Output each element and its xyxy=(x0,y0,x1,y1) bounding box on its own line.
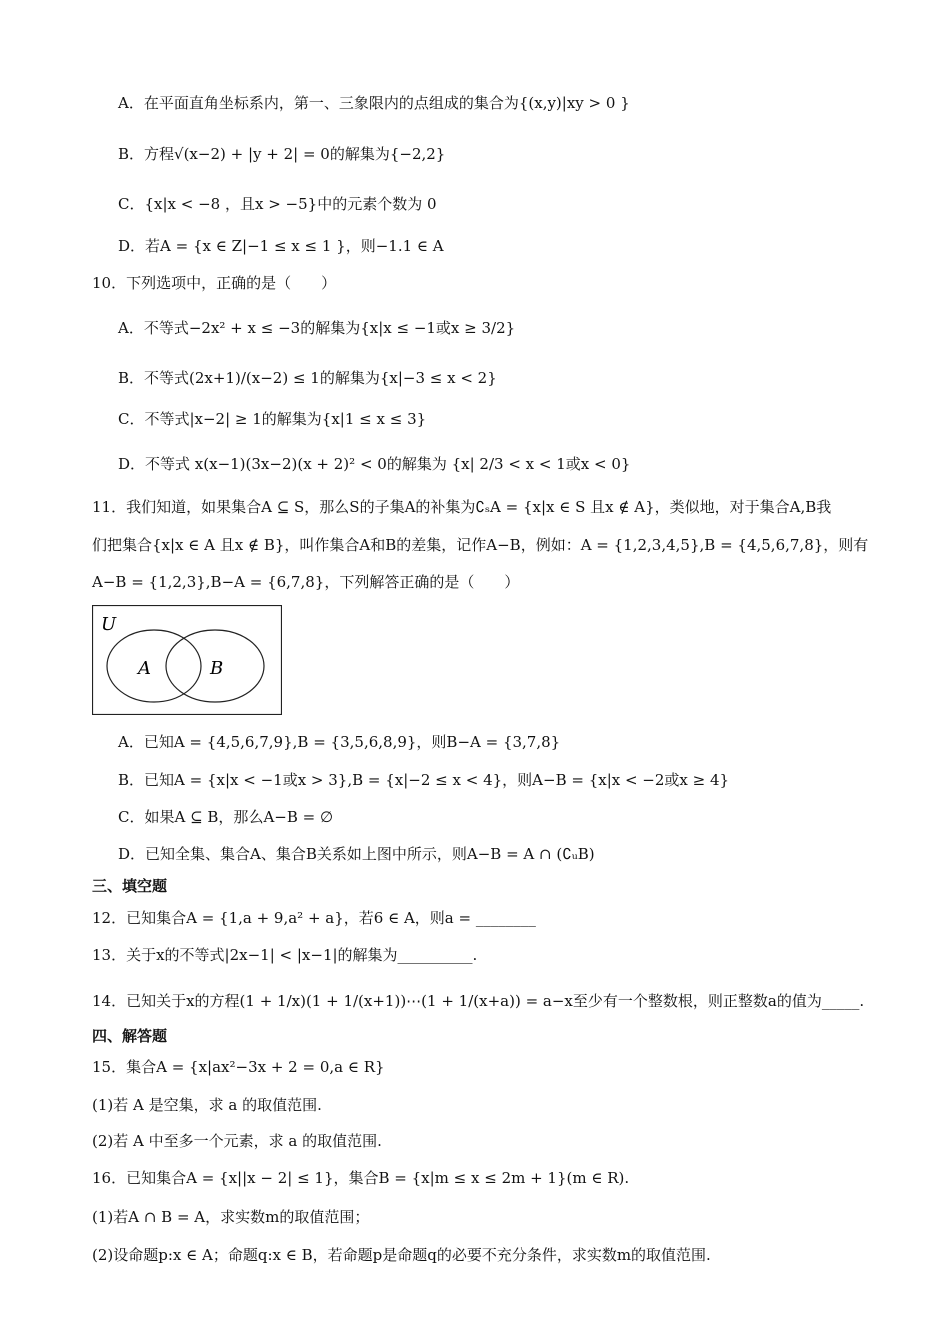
universe-label: U xyxy=(101,614,117,635)
question-15-part2: (2)若 A 中至多一个元素，求 a 的取值范围. xyxy=(92,1132,382,1150)
section-solve: 四、解答题 xyxy=(92,1027,168,1045)
question-16-part2: (2)设命题p:x ∈ A；命题q:x ∈ B，若命题p是命题q的必要不充分条件，求实数m的取值范围. xyxy=(92,1246,711,1264)
universe-box xyxy=(93,606,282,715)
q9-option-d: D．若A = {x ∈ Z|−1 ≤ x ≤ 1 }，则−1.1 ∈ A xyxy=(118,237,444,255)
q9-option-c: C．{x|x < −8 ，且x > −5}中的元素个数为 0 xyxy=(118,195,437,213)
question-13: 13．关于x的不等式|2x−1| < |x−1|的解集为__________. xyxy=(92,946,478,964)
set-a-circle xyxy=(107,630,201,702)
question-14: 14．已知关于x的方程(1 + 1/x)(1 + 1/(x+1))⋯(1 + 1/(x+a)) = a−x至少有一个整数根，则正整数a的值为_____. xyxy=(92,992,865,1010)
question-11-line1: 11．我们知道，如果集合A ⊆ S，那么S的子集A的补集为∁ₛA = {x|x ∈ S 且x ∉ A}，类似地，对于集合A,B我 xyxy=(92,498,832,516)
set-b-label: B xyxy=(210,658,224,679)
q11-option-c: C．如果A ⊆ B，那么A−B = ∅ xyxy=(118,808,334,826)
question-11-line2: 们把集合{x|x ∈ A 且x ∉ B}，叫作集合A和B的差集，记作A−B，例如：A = {1,2,3,4,5},B = {4,5,6,7,8}，则有 xyxy=(92,536,869,554)
set-a-label: A xyxy=(138,658,151,679)
question-15: 15．集合A = {x|ax²−3x + 2 = 0,a ∈ R} xyxy=(92,1058,385,1076)
q11-option-b: B．已知A = {x|x < −1或x > 3},B = {x|−2 ≤ x < 4}，则A−B = {x|x < −2或x ≥ 4} xyxy=(118,771,730,789)
q11-option-a: A．已知A = {4,5,6,7,9},B = {3,5,6,8,9}，则B−A = {3,7,8} xyxy=(118,733,561,751)
q9-option-a: A．在平面直角坐标系内，第一、三象限内的点组成的集合为{(x,y)|xy > 0 } xyxy=(118,94,630,112)
question-16: 16．已知集合A = {x||x − 2| ≤ 1}，集合B = {x|m ≤ x ≤ 2m + 1}(m ∈ R). xyxy=(92,1169,630,1187)
question-12: 12．已知集合A = {1,a + 9,a² + a}，若6 ∈ A，则a = ________ xyxy=(92,909,536,927)
question-15-part1: (1)若 A 是空集，求 a 的取值范围. xyxy=(92,1096,322,1114)
q10-option-d: D．不等式 x(x−1)(3x−2)(x + 2)² < 0的解集为 {x| 2/3 < x < 1或x < 0} xyxy=(118,455,631,473)
venn-diagram xyxy=(92,605,282,715)
q11-option-d: D．已知全集、集合A、集合B关系如上图中所示，则A−B = A ∩ (∁ᵤB) xyxy=(118,845,595,863)
q9-option-b: B．方程√(x−2) + |y + 2| = 0的解集为{−2,2} xyxy=(118,145,446,163)
q10-option-b: B．不等式(2x+1)/(x−2) ≤ 1的解集为{x|−3 ≤ x < 2} xyxy=(118,369,497,387)
q10-option-c: C．不等式|x−2| ≥ 1的解集为{x|1 ≤ x ≤ 3} xyxy=(118,410,427,428)
question-10: 10．下列选项中，正确的是（ ） xyxy=(92,274,337,292)
q10-option-a: A．不等式−2x² + x ≤ −3的解集为{x|x ≤ −1或x ≥ 3/2} xyxy=(118,319,516,337)
section-fill-blank: 三、填空题 xyxy=(92,877,168,895)
question-16-part1: (1)若A ∩ B = A，求实数m的取值范围； xyxy=(92,1208,370,1226)
question-11-line3: A−B = {1,2,3},B−A = {6,7,8}，下列解答正确的是（ ） xyxy=(92,573,520,591)
